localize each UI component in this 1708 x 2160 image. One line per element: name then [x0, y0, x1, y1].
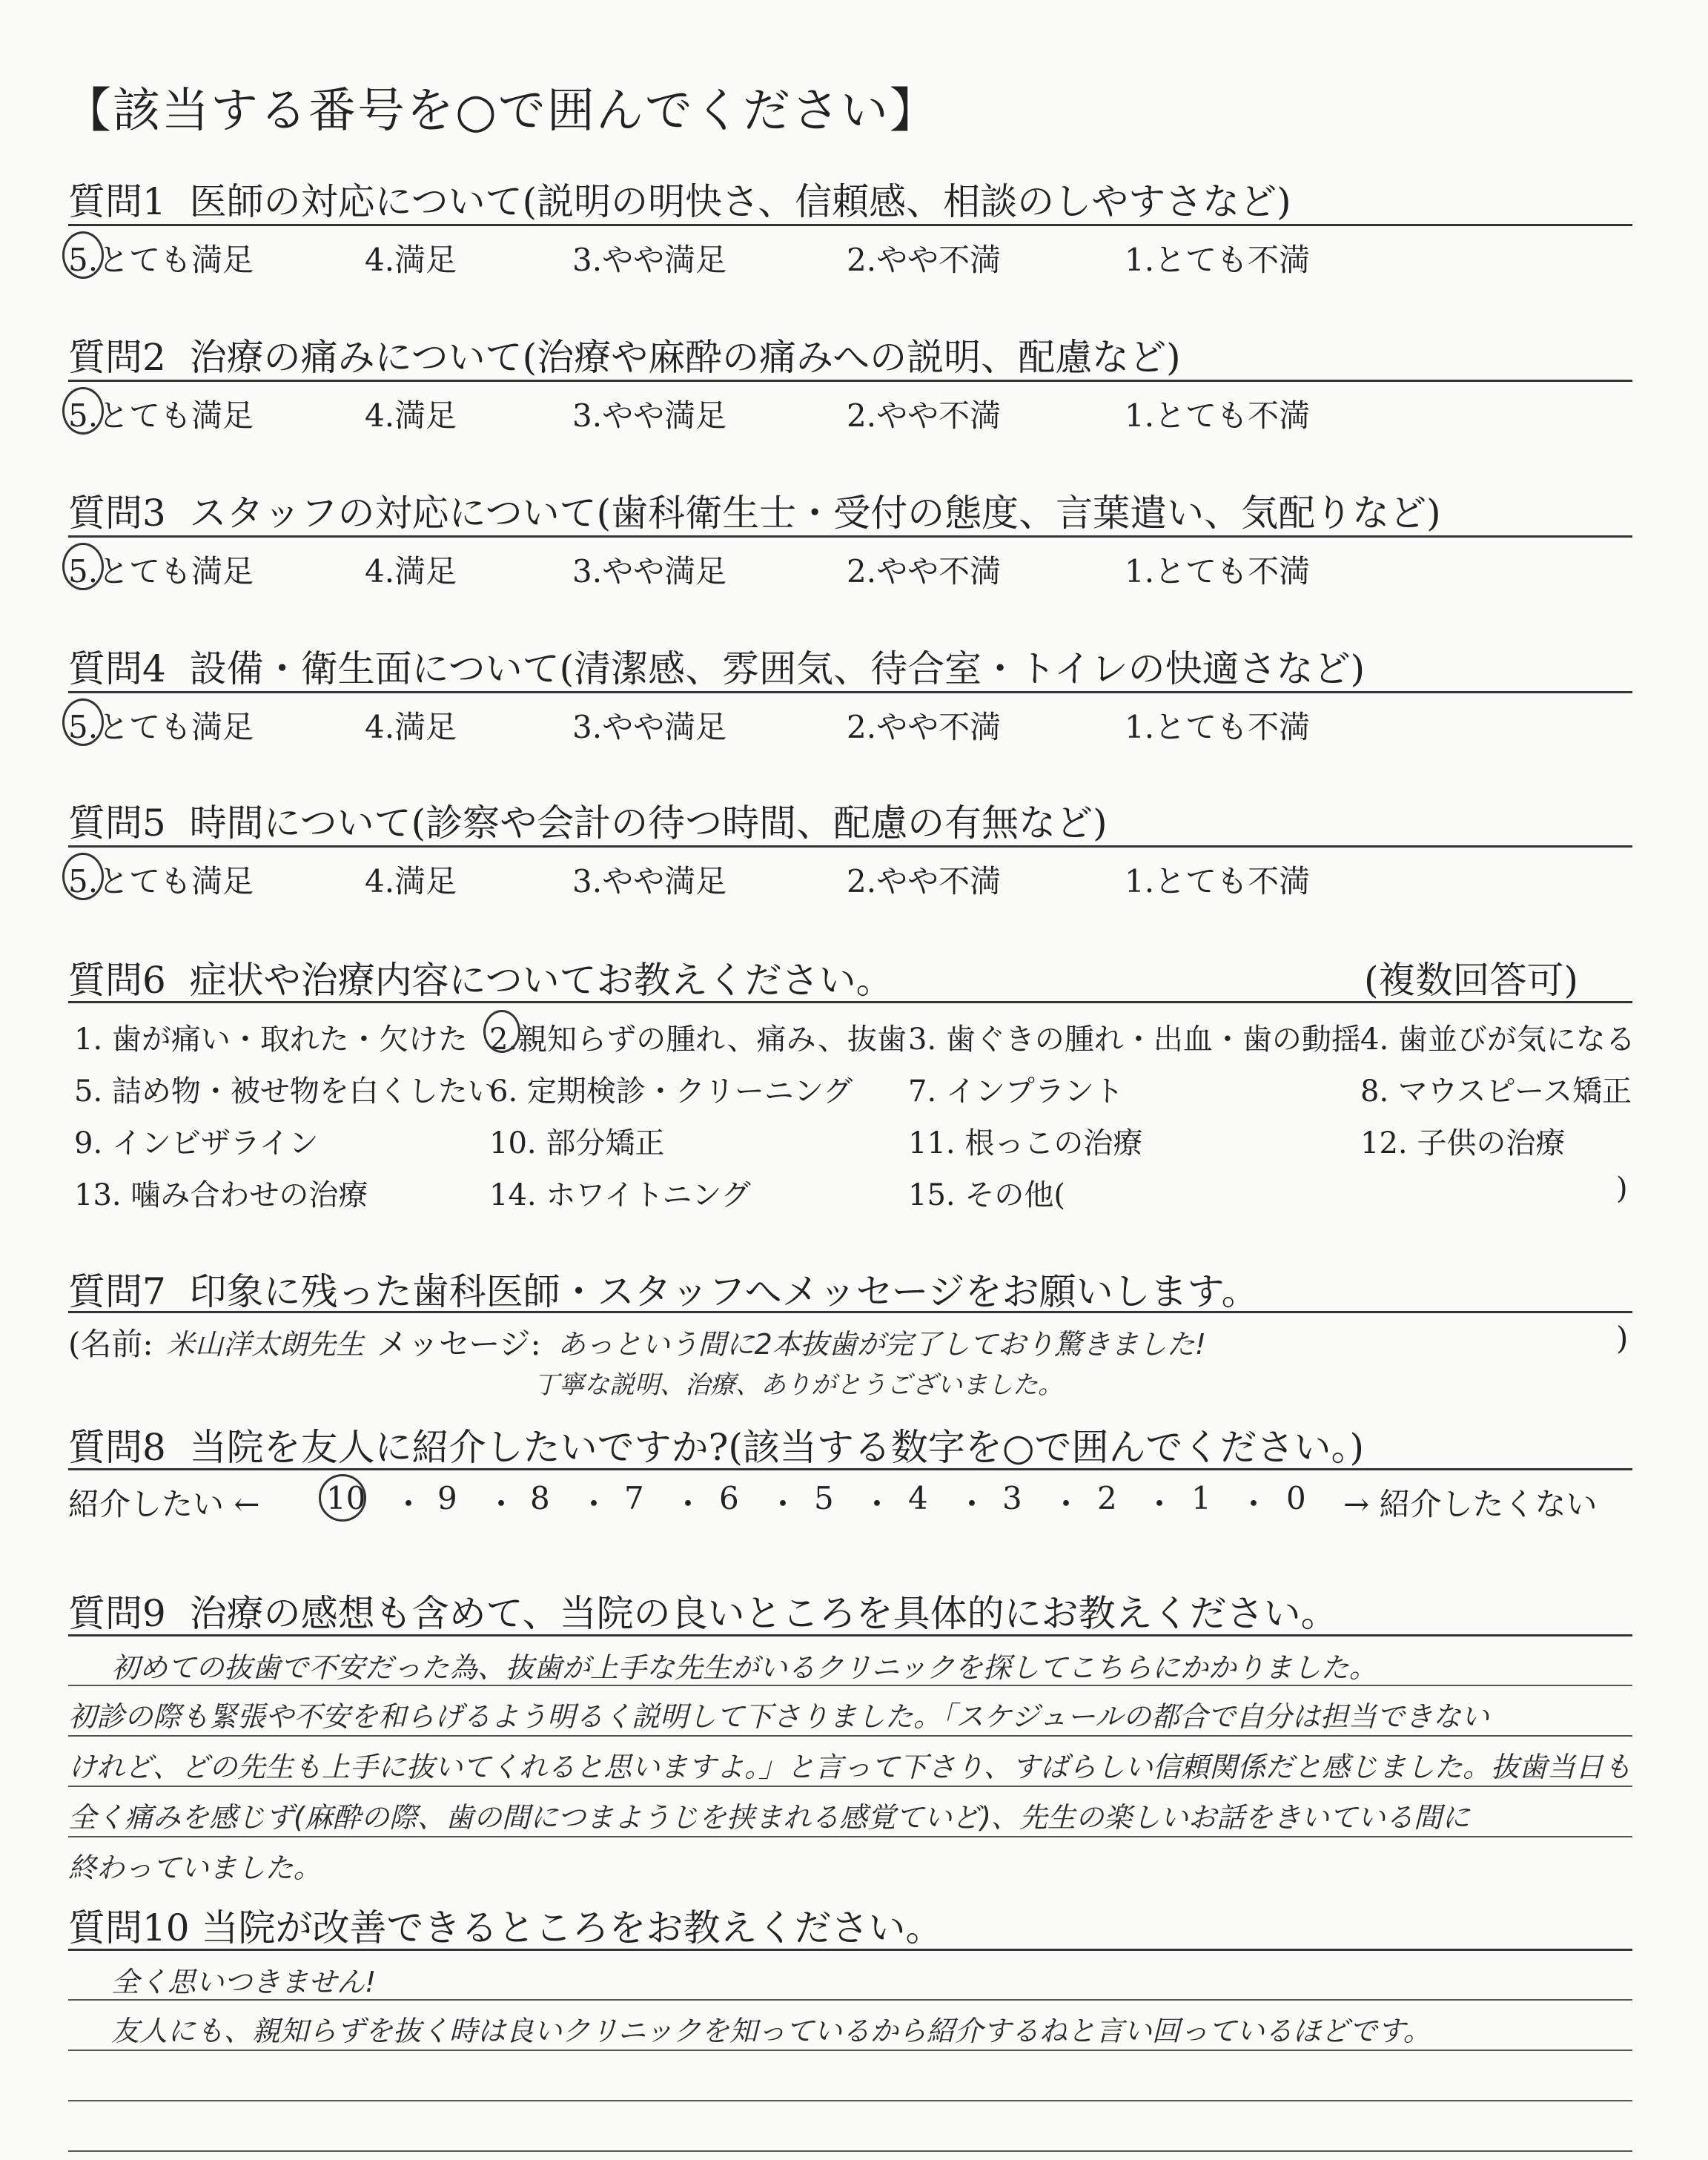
question-3-heading: 質問3 スタッフの対応について(歯科衛生士・受付の態度、言葉遣い、気配りなど) — [68, 492, 1441, 535]
scale-4[interactable]: 4 — [908, 1480, 928, 1516]
handwritten-message-line-2: 丁寧な説明、治療、ありがとうございました。 — [534, 1370, 1063, 1400]
separator-dot: ・ — [767, 1486, 799, 1522]
scale-2[interactable]: 2 — [1097, 1480, 1117, 1516]
option-4[interactable]: 4.満足 — [365, 242, 457, 278]
option-4[interactable]: 4.満足 — [365, 709, 457, 745]
option-2[interactable]: 2.やや不満 — [847, 242, 1002, 278]
option-5[interactable]: 5.とても満足 — [68, 553, 254, 589]
selected-circle-mark — [62, 543, 104, 590]
q10-answer-line-1: 全く思いつきません! — [111, 1966, 377, 1998]
separator-dot: ・ — [1144, 1486, 1176, 1522]
question-3-options — [68, 547, 1632, 592]
scale-0[interactable]: 0 — [1286, 1480, 1306, 1516]
option-5[interactable]: 5.とても満足 — [68, 397, 254, 434]
separator-dot: ・ — [1050, 1486, 1082, 1522]
question-6-rule — [68, 1001, 1632, 1003]
option-2[interactable]: 2.やや不満 — [847, 397, 1002, 434]
q6-option-10[interactable]: 10. 部分矯正 — [489, 1126, 665, 1160]
question-2-rule — [68, 380, 1632, 382]
selected-circle-mark — [62, 698, 104, 746]
q9-answer-line-1: 初めての抜歯で不安だった為、抜歯が上手な先生がいるクリニックを探してこちらにかかりました。 — [111, 1651, 1377, 1684]
q6-option-3[interactable]: 3. 歯ぐきの腫れ・出血・歯の動揺 — [908, 1023, 1361, 1057]
q6-option-11[interactable]: 11. 根っこの治療 — [908, 1126, 1143, 1160]
separator-dot: ・ — [1238, 1486, 1270, 1522]
q6-option-2[interactable]: 2.親知らずの腫れ、痛み、抜歯 — [489, 1023, 907, 1057]
answer-line-rule — [68, 2100, 1632, 2101]
question-1-heading: 質問1 医師の対応について(説明の明快さ、信頼感、相談のしやすさなど) — [68, 180, 1291, 223]
answer-line-rule — [68, 2050, 1632, 2051]
question-9-rule — [68, 1634, 1632, 1636]
message-close-paren: ) — [1616, 1320, 1629, 1356]
q6-option-7[interactable]: 7. インプラント — [908, 1074, 1124, 1109]
option-1[interactable]: 1.とても不満 — [1125, 553, 1311, 589]
page-title: 【該当する番号を○で囲んでください】 — [64, 84, 939, 139]
option-1[interactable]: 1.とても不満 — [1125, 863, 1311, 899]
selected-circle-mark — [319, 1474, 366, 1522]
question-8-rule — [68, 1468, 1632, 1470]
separator-dot: ・ — [578, 1486, 610, 1522]
option-1[interactable]: 1.とても不満 — [1125, 242, 1311, 278]
option-3[interactable]: 3.やや満足 — [572, 242, 727, 278]
option-2[interactable]: 2.やや不満 — [847, 863, 1002, 899]
question-4-heading: 質問4 設備・衛生面について(清潔感、雰囲気、待合室・トイレの快適さなど) — [68, 647, 1366, 690]
scale-5[interactable]: 5 — [814, 1480, 834, 1516]
question-5-options — [68, 857, 1632, 902]
question-3-rule — [68, 535, 1632, 538]
selected-circle-mark — [62, 231, 104, 279]
q6-other-close-paren: ) — [1616, 1172, 1628, 1206]
scale-6[interactable]: 6 — [719, 1480, 739, 1516]
option-5[interactable]: 5.とても満足 — [68, 709, 254, 745]
q9-answer-line-5: 終わっていました。 — [68, 1852, 322, 1884]
answer-line-rule — [68, 1836, 1632, 1837]
option-1[interactable]: 1.とても不満 — [1125, 709, 1311, 745]
scale-1[interactable]: 1 — [1191, 1480, 1211, 1516]
not-recommend-label: → 紹介したくない — [1343, 1486, 1598, 1522]
answer-line-rule — [68, 2150, 1632, 2152]
scale-8[interactable]: 8 — [530, 1480, 550, 1516]
q6-option-15[interactable]: 15. その他( — [908, 1178, 1065, 1212]
q9-answer-line-4: 全く痛みを感じず(麻酔の際、歯の間につまようじを挟まれる感覚ていど)、先生の楽しいお話をきいている間に — [68, 1801, 1470, 1834]
question-4-options — [68, 703, 1632, 747]
message-label: メッセージ: — [377, 1326, 541, 1362]
answer-line-rule — [68, 1786, 1632, 1787]
option-1[interactable]: 1.とても不満 — [1125, 397, 1311, 434]
separator-dot: ・ — [393, 1486, 425, 1522]
recommend-scale — [319, 1480, 1371, 1525]
question-2-options — [68, 392, 1632, 436]
separator-dot: ・ — [486, 1486, 517, 1522]
question-6-heading: 質問6 症状や治療内容についてお教えください。 — [68, 959, 893, 1002]
selected-circle-mark — [483, 1010, 520, 1053]
q6-option-5[interactable]: 5. 詰め物・被せ物を白くしたい — [74, 1074, 497, 1109]
q6-option-1[interactable]: 1. 歯が痛い・取れた・欠けた — [74, 1023, 468, 1057]
question-2-heading: 質問2 治療の痛みについて(治療や麻酔の痛みへの説明、配慮など) — [68, 336, 1181, 379]
answer-line-rule — [68, 1735, 1632, 1737]
option-5[interactable]: 5.とても満足 — [68, 863, 254, 899]
answer-line-rule — [68, 1999, 1632, 2001]
question-1-rule — [68, 224, 1632, 226]
selected-circle-mark — [62, 387, 104, 435]
scale-7[interactable]: 7 — [624, 1480, 644, 1516]
option-2[interactable]: 2.やや不満 — [847, 709, 1002, 745]
q6-option-9[interactable]: 9. インビザライン — [74, 1126, 319, 1160]
q10-answer-line-2: 友人にも、親知らずを抜く時は良いクリニックを知っているから紹介するねと言い回っているほどです。 — [111, 2015, 1431, 2047]
selected-circle-mark — [62, 853, 104, 900]
multiple-answers-note: (複数回答可) — [1364, 959, 1579, 1002]
q6-option-8[interactable]: 8. マウスピース矯正 — [1360, 1074, 1632, 1109]
option-3[interactable]: 3.やや満足 — [572, 553, 727, 589]
scale-3[interactable]: 3 — [1002, 1480, 1022, 1516]
q6-option-13[interactable]: 13. 噛み合わせの治療 — [74, 1178, 368, 1212]
option-3[interactable]: 3.やや満足 — [572, 863, 727, 899]
scale-9[interactable]: 9 — [437, 1480, 457, 1516]
question-10-rule — [68, 1949, 1632, 1951]
question-9-heading: 質問9 治療の感想も含めて、当院の良いところを具体的にお教えください。 — [68, 1592, 1338, 1635]
separator-dot: ・ — [672, 1486, 704, 1522]
question-1-options — [68, 236, 1632, 280]
option-4[interactable]: 4.満足 — [365, 553, 457, 589]
q9-answer-line-2: 初診の際も緊張や不安を和らげるよう明るく説明して下さりました。「スケジュールの都合で自分は担当できない — [68, 1700, 1489, 1733]
question-5-rule — [68, 845, 1632, 848]
option-4[interactable]: 4.満足 — [365, 397, 457, 434]
question-4-rule — [68, 691, 1632, 693]
option-2[interactable]: 2.やや不満 — [847, 553, 1002, 589]
question-7-heading: 質問7 印象に残った歯科医師・スタッフへメッセージをお願いします。 — [68, 1270, 1259, 1313]
answer-line-rule — [68, 1685, 1632, 1686]
q6-option-12[interactable]: 12. 子供の治療 — [1360, 1126, 1566, 1160]
recommend-label: 紹介したい ← — [68, 1486, 260, 1522]
option-5[interactable]: 5.とても満足 — [68, 242, 254, 278]
handwritten-message-line-1: あっという間に2本抜歯が完了しており驚きました! — [557, 1328, 1207, 1361]
question-7-rule — [68, 1311, 1632, 1313]
q9-answer-line-3: けれど、どの先生も上手に抜いてくれると思いますよ。」と言って下さり、すばらしい信頼関係だと感じました。抜歯当日も — [68, 1751, 1632, 1783]
q6-option-6[interactable]: 6. 定期検診・クリーニング — [489, 1074, 853, 1109]
handwritten-name: 米山洋太朗先生 — [167, 1328, 365, 1361]
scale-10[interactable]: 10 — [326, 1480, 366, 1516]
separator-dot: ・ — [956, 1486, 988, 1522]
separator-dot: ・ — [861, 1486, 893, 1522]
option-4[interactable]: 4.満足 — [365, 863, 457, 899]
question-8-heading: 質問8 当院を友人に紹介したいですか?(該当する数字を○で囲んでください。) — [68, 1426, 1365, 1469]
q6-option-4[interactable]: 4. 歯並びが気になる — [1360, 1023, 1635, 1057]
q6-option-14[interactable]: 14. ホワイトニング — [489, 1178, 751, 1212]
question-10-heading: 質問10 当院が改善できるところをお教えください。 — [68, 1906, 943, 1949]
question-5-heading: 質問5 時間について(診察や会計の待つ時間、配慮の有無など) — [68, 802, 1108, 845]
option-3[interactable]: 3.やや満足 — [572, 709, 727, 745]
name-label: (名前: — [68, 1326, 153, 1362]
option-3[interactable]: 3.やや満足 — [572, 397, 727, 434]
